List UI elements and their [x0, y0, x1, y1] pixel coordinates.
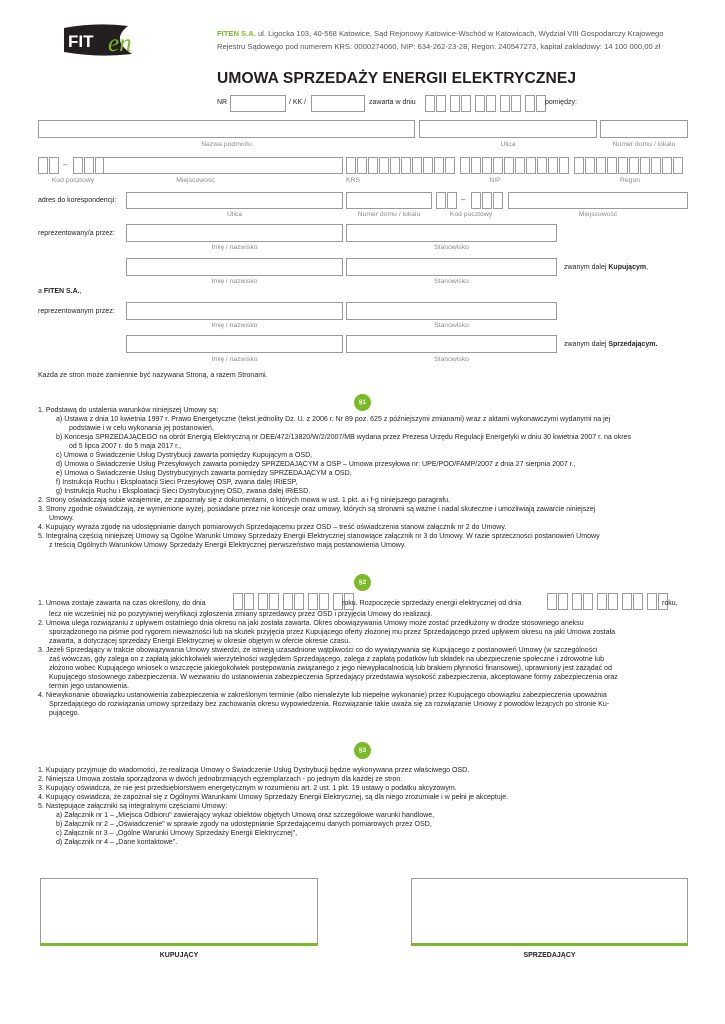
s2-p1a: 1. Umowa zostaje zawarta na czas określony, do dnia [38, 600, 206, 607]
seller-represented-label: reprezentowanym przez: [38, 308, 115, 315]
section-3-badge: §3 [354, 742, 371, 759]
zawarta-label: zawarta w dniu [369, 99, 416, 106]
s2-line: 4. Niewykonanie obowiązku ustanowienia zabezpieczenia w zakreślonym terminie (albo nienależyte lub niepełne wykonanie) przez Kupującego obowiązku zabezpieczenia upoważnia [38, 692, 607, 699]
buyer-rep1-name-field[interactable] [126, 224, 343, 242]
seller-alias: zwanym dalej Sprzedającym. [564, 341, 658, 348]
city-caption: Miejscowość [176, 177, 215, 184]
seller-rep1-position-caption: Stanowisko [434, 322, 469, 329]
s2-line: lecz nie wcześniej niż po pozytywnej weryfikacji zgłoszenia zmiany sprzedawcy przez OSD i przyjęcia Umowy do realizacji. [49, 611, 433, 618]
s3-line: 3. Kupujący oświadcza, że nie jest przedsiębiorstwem energetycznym w rozumieniu art. 2 ust. 1 pkt. 19 ustawy o podatku akcyzowym. [38, 785, 457, 792]
s1-line: 1. Podstawą do ustalenia warunków niniejszej Umowy są: [38, 407, 219, 414]
s2-line: Sprzedającego do rozwiązania umowy sprzedaży bez zachowania okresu wypowiedzenia. Rozwiązanie takie uważa się za rozwiązanie Umowy z powodów leżących po stronie Ku- [49, 701, 610, 708]
buyer-rep2-name-field[interactable] [126, 258, 343, 276]
s1-line: 4. Kupujący wyraża zgodę na udostępnianie danych pomiarowych Sprzedającemu przez OSD – treść oświadczenia stanowi załącznik nr 2 do Umowy. [38, 524, 507, 531]
nr-field[interactable] [230, 95, 286, 112]
seller-rep1-name-caption: Imię i nazwisko [211, 322, 258, 329]
s2-line: 3. Jeżeli Sprzedający w trakcie obowiązywania Umowy stwierdzi, że istnieją uzasadnione wątpliwości co do wywiązywania się Kupującego z postanowień Umowy (w szczególności [38, 647, 598, 654]
seller-rep2-position-field[interactable] [346, 335, 557, 353]
buyer-rep2-position-caption: Stanowisko [434, 278, 469, 285]
s1-line: f) Instrukcja Ruchu i Eksploatacji Sieci Przesyłowej OSP, zwana dalej IRiESP, [56, 479, 298, 486]
buyer-rep2-position-field[interactable] [346, 258, 557, 276]
s3-line: 2. Niniejsza Umowa została sporządzona w dwóch jednobrzmiących egzemplarzach - po jednym dla każdej ze stron. [38, 776, 403, 783]
buyer-rep1-position-field[interactable] [346, 224, 557, 242]
postal-code-cells[interactable]: – [38, 157, 118, 174]
s1-line: g) Instrukcja Ruchu i Eksploatacji Sieci Dystrybucyjnej OSD, zwana dalej IRiESD. [56, 488, 311, 495]
company-header [217, 27, 707, 53]
buyer-signature-box[interactable] [40, 878, 318, 946]
s3-line: c) Załącznik nr 3 – „Ogólne Warunki Umowy Sprzedaży Energii Elektrycznej", [56, 830, 298, 837]
corr-street-field[interactable] [126, 192, 343, 209]
s1-line: 5. Integralną częścią niniejszej Umowy są Ogólne Warunki Umowy Sprzedaży Energii Elektrycznej stanowiące załącznik nr 3 do Umowy. W razie sprzeczności postanowień Umowy [38, 533, 600, 540]
corr-house-number-field[interactable] [346, 192, 432, 209]
street-field[interactable] [419, 120, 597, 138]
s1-line: od 5 lipca 2007 r. do 5 maja 2017 r., [69, 443, 182, 450]
pomiedzy-label: pomiędzy: [545, 99, 577, 106]
s1-line: 2. Strony oświadczają sobie wzajemnie, że zapoznały się z dokumentami, o których mowa w ust. 1 pkt. a i f-g niniejszego paragrafu. [38, 497, 451, 504]
buyer-rep1-name-caption: Imię i nazwisko [211, 244, 258, 251]
s3-line: 4. Kupujący oświadcza, że zapoznał się z Ogólnymi Warunkami Umowy Sprzedaży Energii Elektrycznej, są dla niego zrozumiałe i w pełni je akceptuje. [38, 794, 509, 801]
buyer-rep1-position-caption: Stanowisko [434, 244, 469, 251]
corr-street-caption: Ulica [226, 211, 243, 218]
krs-caption: KRS [346, 177, 360, 184]
company-name: FITEN S.A. [217, 29, 256, 38]
s2-p1b: roku. Rozpoczęcie sprzedaży energii elektrycznej od dnia [342, 600, 522, 607]
seller-rep1-position-field[interactable] [346, 302, 557, 320]
s1-line: 3. Strony zgodnie oświadczają, że wymienione wyżej, posiadane przez nie koncesje oraz umowy, których są stronami są ważne i nadal skuteczne i umożliwiają zawarcie niniejszej [38, 506, 596, 513]
seller-signature-box[interactable] [411, 878, 688, 946]
s2-line: 2. Umowa ulega rozwiązaniu z upływem ostatniego dnia okresu na jaki została zawarta. Okres obowiązywania Umowy może zostać przedłużony w drodze stosownego aneksu [38, 620, 584, 627]
represented-label: reprezentowany/a przez: [38, 230, 115, 237]
correspondence-label: adres do korespondencji: [38, 197, 117, 204]
s1-line: Umowy. [49, 515, 74, 522]
kk-label: / KK / [289, 99, 307, 106]
buyer-signature-label: KUPUJĄCY [159, 952, 199, 959]
seller-signature-label: SPRZEDAJĄCY [523, 952, 576, 959]
s2-line: złożono wobec Kupującego wniosek o wszczęcie jakiegokolwiek postępowania związanego z jego niewypłacalnością lub brakiem płynności finansowej), uprawniony jest zażądać od [49, 665, 612, 672]
fiten-logo-mark [58, 22, 158, 58]
corr-number-caption: Numer domu / lokalu [357, 211, 421, 218]
parties-note: Każda ze stron może zamiennie być nazywana Stroną, a razem Stronami. [38, 372, 268, 379]
logo-fit: FIT [68, 32, 94, 51]
seller-rep2-name-field[interactable] [126, 335, 343, 353]
s1-line: podstawie i w celu wykonania jej postanowień, [69, 425, 214, 432]
regon-caption: Regon [619, 177, 641, 184]
corr-postal-caption: Kod pocztowy [449, 211, 493, 218]
s1-line: a) Ustawa z dnia 10 kwietnia 1997 r. Prawo Energetyczne (tekst jednolity Dz. U. z 2006 r. Nr 89 poz. 625 z późniejszymi zmianami) wraz z aktami wykonawczymi wydanymi na jej [56, 416, 611, 423]
s3-line: d) Załącznik nr 4 – „Dane kontaktowe". [56, 839, 178, 846]
s3-line: 5. Następujące załączniki są integralnymi częściami Umowy: [38, 803, 228, 810]
seller-rep2-name-caption: Imię i nazwisko [211, 356, 258, 363]
house-number-caption: Numer domu / lokalu [612, 141, 676, 148]
house-number-field[interactable] [600, 120, 688, 138]
s3-line: a) Załącznik nr 1 – „Miejsca Odbioru" zawierający wykaz obiektów objętych Umową oraz szczegółowe warunki handlowe, [56, 812, 435, 819]
s2-line: sporządzonego na piśmie pod rygorem nieważności lub na skutek przyjęcia przez Kupującego oferty złożonej mu przez Sprzedającego przed upływem okresu na jaki Umowa została [49, 629, 616, 636]
corr-city-field[interactable] [508, 192, 688, 209]
seller-intro: a FITEN S.A., [38, 288, 82, 295]
logo-en: en [108, 30, 132, 57]
nip-cells[interactable] [460, 157, 572, 174]
section-2-badge: §2 [354, 574, 371, 591]
company-address: ul. Ligocka 103, 40-568 Katowice, Sąd Rejonowy Katowice-Wschód w Katowicach, Wydział VIII Gospodarczy Krajowego [255, 29, 664, 38]
corr-city-caption: Miejscowość [578, 211, 618, 218]
postal-code-caption: Kod pocztowy [51, 177, 95, 184]
buyer-rep2-name-caption: Imię i nazwisko [211, 278, 258, 285]
s1-line: e) Umowa o Świadczenie Usług Dystrybucyjnych zawarta pomiędzy SPRZEDAJĄCYM a OSD, [56, 470, 352, 477]
kk-field[interactable] [311, 95, 365, 112]
s1-line: c) Umowa o Świadczenie Usług Dystrybucji zawarta pomiędzy Kupującym a OSD, [56, 452, 313, 459]
s3-line: 1. Kupujący przyjmuje do wiadomości, że realizacja Umowy o Świadczenie Usług Dystrybucji będzie wykonywana przez właściwego OSD. [38, 767, 470, 774]
seller-signature-label-wrap [411, 952, 688, 959]
s2-line: Kupującego stosownego zabezpieczenia. W wezwaniu do ustanowienia zabezpieczenia Sprzedający przedstawia wysokość zabezpieczenia, akceptowane formy zabezpieczenia oraz [49, 674, 618, 681]
s2-line: termin jego ustanowienia. [49, 683, 129, 690]
company-registry: Rejestru Sądowego pod numerem KRS: 0000274060, NIP: 634-262-23-28, Regon: 240547273, kapitał zakładowy: 14 100 000,00 zł [217, 42, 661, 51]
buyer-signature-label-wrap [40, 952, 318, 959]
seller-rep1-name-field[interactable] [126, 302, 343, 320]
s2-line: zaś wówczas, gdy zalega on z zapłatą jakichkolwiek wierzytelności względem Sprzedającego, zalega z zapłatą podatków lub składek na ubezpieczenie społeczne i zdrowotne lub [49, 656, 605, 663]
entity-name-caption: Nazwa podmiotu [201, 141, 252, 148]
nip-caption: NIP [489, 177, 501, 184]
section-1-badge: §1 [354, 394, 371, 411]
s2-p1c: roku, [662, 600, 678, 607]
s3-line: b) Załącznik nr 2 – „Oświadczenie" w sprawie zgody na udostępnianie Sprzedającemu danych pomiarowych przez OSD, [56, 821, 432, 828]
city-field[interactable] [103, 157, 343, 174]
s1-line: b) Koncesja SPRZEDAJĄCEGO na obrót Energią Elektryczną nr OEE/472/13820/W/2/2007/MB wydana przez Prezesa Urzędu Regulacji Energetyki w dniu 30 kwietnia 2007 r. na okres [56, 434, 632, 441]
s2-line: zawarta, a dotyczącej sprzedaży Energii Elektrycznej w okresie objętym w ofercie okresie czasu. [49, 638, 351, 645]
regon-cells[interactable] [574, 157, 686, 174]
fiten-logo [58, 22, 158, 58]
corr-postal-code-cells[interactable]: – [436, 192, 506, 209]
document-title: UMOWA SPRZEDAŻY ENERGII ELEKTRYCZNEJ [217, 70, 577, 87]
street-caption: Ulica [500, 141, 516, 148]
s1-line: d) Umowa o Świadczenie Usług Przesyłowych zawarta pomiędzy SPRZEDAJĄCYM a OSP – Umowa przesyłowa nr: UPE/POO/FAMP/2007 z dnia 27 sierpnia 2007 r., [56, 461, 576, 468]
nr-label: NR [217, 99, 228, 106]
krs-cells[interactable] [346, 157, 458, 174]
buyer-alias: zwanym dalej Kupującym, [564, 264, 649, 271]
s1-line: z treścią Ogólnych Warunków Umowy Sprzedaży Energii Elektrycznej pierwszeństwo mają postanowienia Umowy. [49, 542, 406, 549]
seller-rep2-position-caption: Stanowisko [434, 356, 469, 363]
s2-line: pującego. [49, 710, 80, 717]
entity-name-field[interactable] [38, 120, 415, 138]
